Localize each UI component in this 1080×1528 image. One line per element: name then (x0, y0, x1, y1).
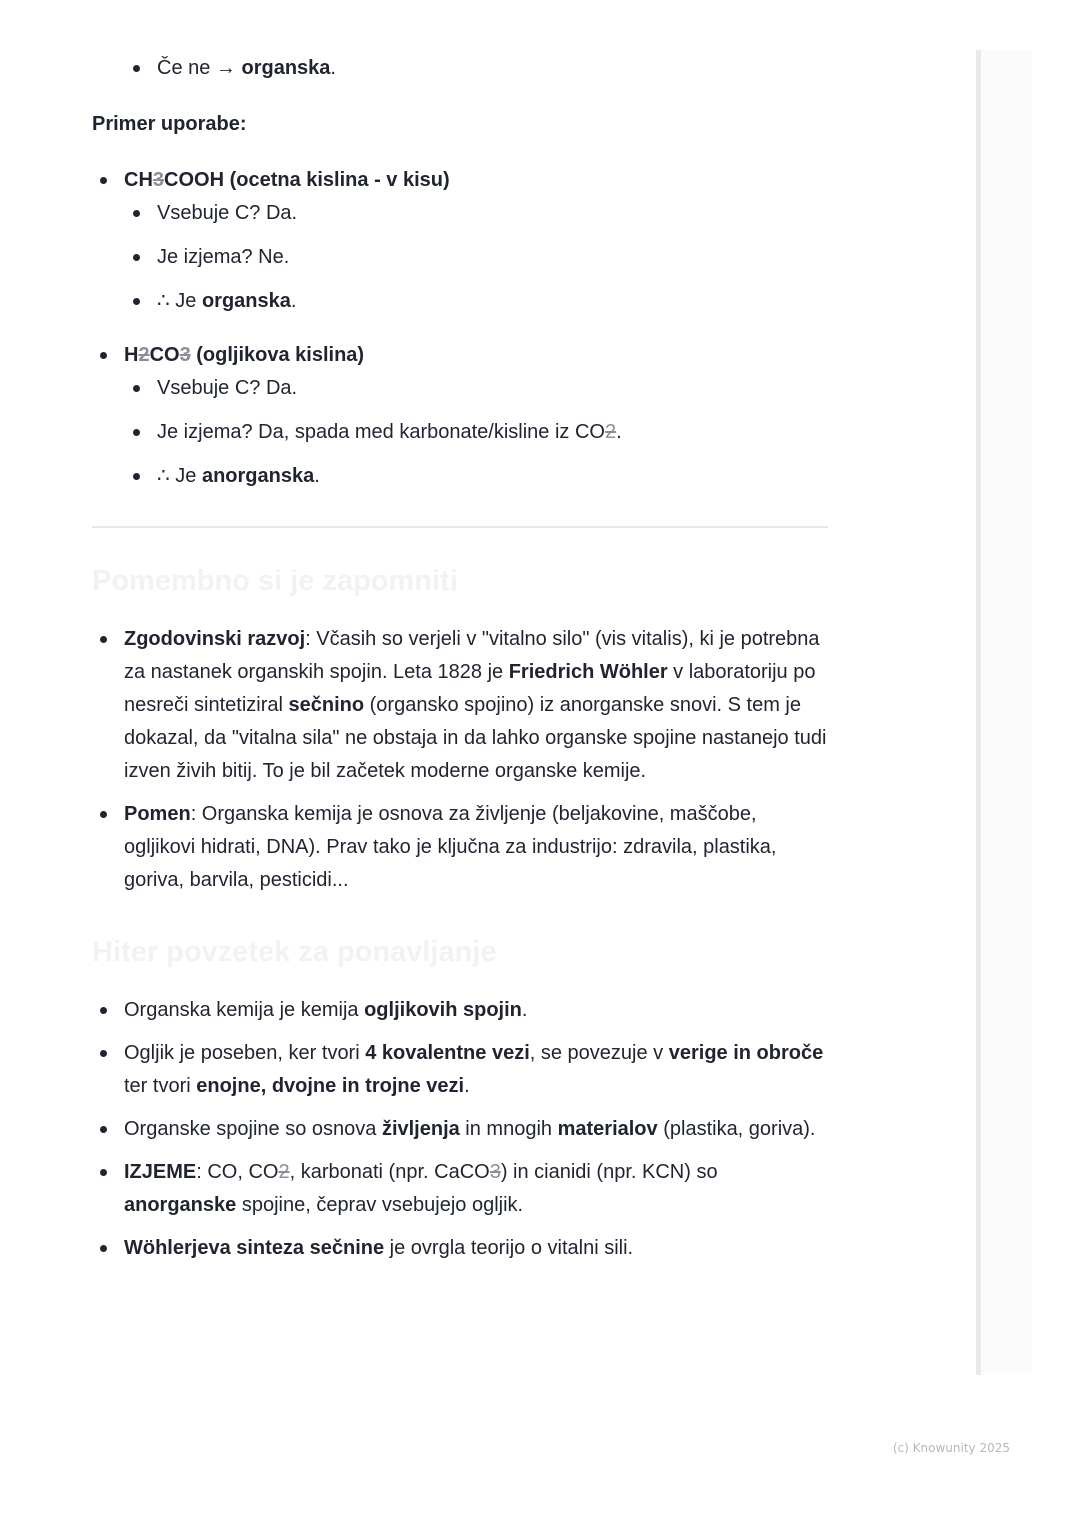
text-run: in mnogih (459, 1118, 558, 1140)
list-item (92, 416, 828, 449)
bold-text: materialov (557, 1118, 658, 1140)
example-title (124, 344, 364, 366)
text-run: Vsebuje C? Da. (157, 202, 298, 224)
text-run: ter tvori (124, 1075, 197, 1097)
text-run: Je izjema? Ne. (157, 246, 290, 268)
subscript-digit: 2 (605, 421, 617, 443)
text-run: COOH (ocetna kislina - v kisu) (164, 169, 450, 191)
item-text: . (330, 57, 336, 79)
example-item (92, 339, 828, 493)
text-run: : Včasih so verjeli v "vitalno silo" (vis vitalis), ki je potrebna za nastanek organskih spojin. Leta 1828 je (124, 628, 820, 683)
list-item (92, 372, 828, 405)
text-run: ∴ Je (157, 290, 202, 312)
bold-text: 4 kovalentne vezi (365, 1042, 530, 1064)
text-run: . (314, 465, 320, 487)
list-item (92, 197, 828, 230)
list-item (92, 1232, 828, 1265)
text-run: . (464, 1075, 470, 1097)
subscript-digit: 2 (278, 1161, 290, 1183)
subscript-digit: 2 (138, 344, 150, 366)
text-run: . (290, 290, 297, 312)
text-run: : Organska kemija je osnova za življenje (beljakovine, maščobe, ogljikovi hidrati, DNA). Prav tako je ključna za industrijo: zdravila, plastika, goriva, barvila, pesticidi... (124, 803, 777, 891)
subscript-digit: 3 (152, 169, 165, 191)
section-heading-remember: Pomembno si je zapomniti (92, 565, 458, 597)
section-divider (92, 526, 828, 528)
copyright-footer: (c) Knowunity 2025 (892, 1441, 1010, 1455)
subscript-digit: 3 (489, 1161, 501, 1183)
bold-text: življenja (381, 1118, 460, 1140)
example-item (92, 164, 828, 318)
bold-text: IZJEME (124, 1161, 197, 1183)
bold-text: verige in obroče (668, 1042, 824, 1064)
examples-list (92, 164, 828, 493)
list-item (92, 994, 828, 1027)
example-sublist (92, 372, 828, 493)
side-scroll-track[interactable] (976, 50, 981, 1375)
bold-text: organska (201, 290, 291, 312)
text-run: (organsko spojino) iz anorganske snovi. S tem je dokazal, da "vitalna sila" ne obstaja in da lahko organske spojine nastanejo tudi izven živih bitij. To je bil začetek moderne organske kemije. (124, 694, 827, 782)
text-run: . (616, 421, 622, 443)
text-run: : CO, CO (196, 1161, 279, 1183)
bold-text: anorganske (124, 1194, 237, 1216)
list-item (92, 52, 828, 85)
primer-heading: Primer uporabe: (92, 113, 247, 135)
text-run: Organske spojine so osnova (124, 1118, 382, 1140)
list-item (92, 1037, 828, 1103)
text-run: (plastika, goriva). (657, 1118, 816, 1140)
bold-text: enojne, dvojne in trojne vezi (196, 1075, 465, 1097)
subscript-digit: 3 (179, 344, 191, 366)
list-item (92, 460, 828, 493)
bold-text: ogljikovih spojin (364, 999, 522, 1021)
bold-text: Wöhlerjeva sinteza sečnine (124, 1237, 385, 1259)
bold-text: Zgodovinski razvoj (124, 628, 306, 650)
example-sublist (92, 197, 828, 318)
item-text: Če ne → (157, 57, 242, 79)
text-run: ) in cianidi (npr. KCN) so (500, 1161, 718, 1183)
text-run: ∴ Je (157, 465, 202, 487)
example-title (124, 169, 450, 191)
bold-text: sečnino (288, 694, 365, 716)
section-heading-summary: Hiter povzetek za ponavljanje (92, 936, 497, 968)
list-item (92, 1113, 828, 1146)
text-run: , se povezuje v (529, 1042, 669, 1064)
text-run: (ogljikova kislina) (190, 344, 365, 366)
list-item (92, 798, 828, 897)
item-bold: organska (241, 57, 331, 79)
document-body (92, 52, 828, 1265)
text-run: v laboratoriju po nesreči sintetiziral (124, 661, 816, 716)
text-run: CO (149, 344, 180, 366)
remember-list (92, 623, 828, 897)
text-run: . (521, 999, 528, 1021)
bold-text: Friedrich Wöhler (508, 661, 668, 683)
bold-text: anorganska (201, 465, 315, 487)
list-item (92, 623, 828, 788)
text-run: spojine, čeprav vsebujejo ogljik. (236, 1194, 524, 1216)
top-sublist (92, 52, 828, 85)
text-run: H (124, 344, 139, 366)
text-run: Organska kemija je kemija (124, 999, 365, 1021)
text-run: Vsebuje C? Da. (157, 377, 298, 399)
text-run: , karbonati (npr. CaCO (289, 1161, 490, 1183)
list-item (92, 241, 828, 274)
text-run: Ogljik je poseben, ker tvori (124, 1042, 366, 1064)
text-run: Je izjema? Da, spada med karbonate/kisline iz CO (157, 421, 605, 443)
text-run: je ovrgla teorijo o vitalni sili. (384, 1237, 634, 1259)
side-panel (976, 50, 1032, 1375)
list-item (92, 1156, 828, 1222)
summary-list (92, 994, 828, 1265)
bold-text: Pomen (124, 803, 191, 825)
text-run: CH (124, 169, 153, 191)
list-item (92, 285, 828, 318)
